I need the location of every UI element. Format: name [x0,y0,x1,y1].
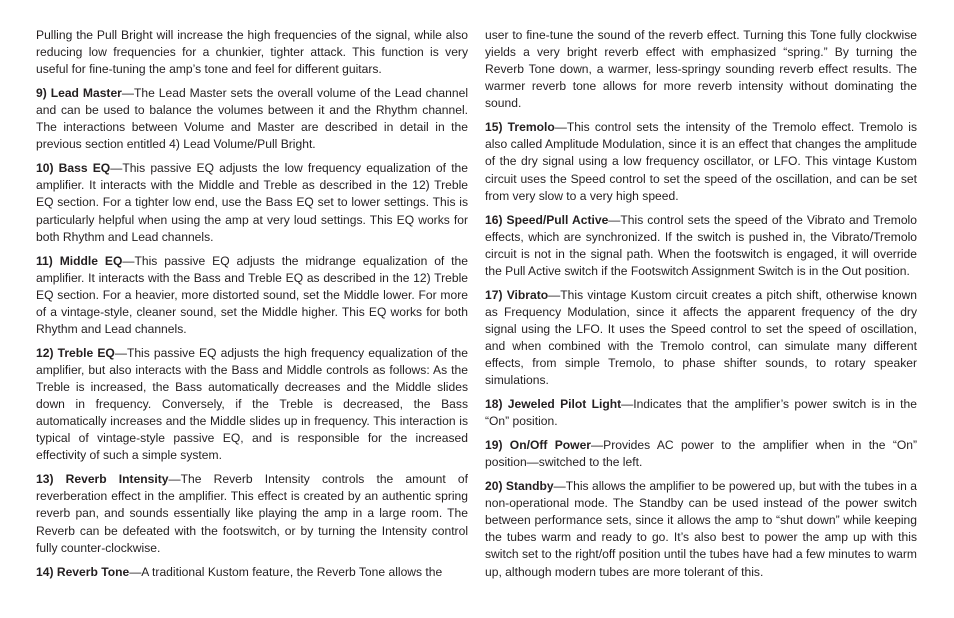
paragraph-vibrato [485,287,917,390]
paragraph-text: A traditional Kustom feature, the Reverb Tone allows the [141,564,443,579]
term-tremolo: 15) Tremolo [485,120,555,135]
paragraph-text: Indicates that the amplifier’s power switch is in the “On” position. [485,397,917,429]
em-dash [548,288,560,302]
term-speed-pull-active: 16) Speed/Pull Active [485,212,609,227]
left-column [36,27,468,587]
paragraph-text: user to fine-tune the sound of the reverb effect. Turning this Tone fully clockwise yields a very bright reverb effect with emphasized “spring.” By turning the Reverb Tone down, a warmer, less-springy sounding reverb effect results. The warmer reverb tone allows for more reverb intensity without dominating the sound. [485,28,917,111]
paragraph-text: This passive EQ adjusts the high frequency equalization of the amplifier, but also interacts with the Bass and Middle controls as follows: As the Treble is increased, the Bass automatically decreases and the Middle slides down in frequency. Conversely, if the Treble is decreased, the Bass automatically increases and the Middle slides up in frequency. This interaction is typical of vintage-style passive EQ, and is responsible for the increased effectivity of such a simple system. [36,345,468,463]
paragraph-text: This control sets the intensity of the Tremolo effect. Tremolo is also called Amplitude Modulation, since it is an effect that changes the amplitude of the dry signal using a low frequency oscillator, or LFO. This vintage Kustom circuit uses the Speed control to set the speed of the oscillation, and can be set from very slow to a very high speed. [485,120,917,203]
em-dash [129,565,141,579]
term-reverb-intensity: 13) Reverb Intensity [36,472,169,487]
paragraph-bass-eq [36,160,468,245]
em-dash [115,346,127,360]
paragraph-jeweled-pilot-light [485,396,917,430]
paragraph-reverb-intensity [36,471,468,556]
term-on-off-power: 19) On/Off Power [485,438,592,453]
term-vibrato: 17) Vibrato [485,287,549,302]
paragraph-lead-master [36,85,468,153]
paragraph-reverb-tone-continued [485,27,917,112]
paragraph-standby [485,478,917,581]
term-jeweled-pilot-light: 18) Jeweled Pilot Light [485,397,622,412]
paragraph-text: Pulling the Pull Bright will increase the high frequencies of the signal, while also reducing low frequencies for a chunkier, tighter attack. This function is very useful for fine-tuning the amp’s tone and feel for different guitars. [36,28,468,77]
paragraph-on-off-power [485,437,917,471]
em-dash [169,472,181,486]
paragraph-pull-bright-continued [36,27,468,78]
paragraph-text: This control sets the speed of the Vibrato and Tremolo effects, which are synchronized. If the switch is pushed in, the Vibrato/Tremolo circuit is not in the signal path. When the footswitch is engaged, it will override the Pull Active switch if the Footswitch Assignment Switch is in the Out position. [485,212,917,278]
paragraph-text: This passive EQ adjusts the midrange equalization of the amplifier. It interacts with the Bass and Treble EQ as described in the 12) Treble EQ section. For a heavier, more distorted sound, set the Middle lower. For more of a vintage-style, cleaner sound, set the Middle higher. This EQ works for both Rhythm and Lead channels. [36,253,468,336]
em-dash [110,161,122,175]
term-lead-master: 9) Lead Master [36,86,122,101]
right-column [485,27,917,587]
paragraph-reverb-tone [36,564,468,581]
term-bass-eq: 10) Bass EQ [36,161,111,176]
term-standby: 20) Standby [485,479,554,494]
paragraph-text: Provides AC power to the amplifier when in the “On” position—switched to the left. [485,438,918,470]
paragraph-treble-eq [36,345,468,465]
paragraph-text: This passive EQ adjusts the low frequency equalization of the amplifier. It interacts with the Middle and Treble as described in the 12) Treble EQ section. For a tighter low end, use the Bass EQ set to lower settings. This is particularly helpful when using the amp at very loud settings. This EQ works for both Rhythm and Lead channels. [36,161,469,244]
paragraph-speed-pull-active [485,212,917,280]
term-middle-eq: 11) Middle EQ [36,253,123,268]
em-dash [555,120,567,134]
paragraph-text: The Reverb Intensity controls the amount of reverberation effect in the amplifier. This effect is created by an authentic spring reverb pan, and sounds essentially like playing the amp in a large room. The Reverb can be defeated with the footswitch, or by turning the Intensity control fully counter-clockwise. [36,472,469,555]
paragraph-middle-eq [36,253,468,338]
em-dash [554,479,566,493]
em-dash [591,438,603,452]
paragraph-tremolo [485,119,917,204]
paragraph-text: The Lead Master sets the overall volume of the Lead channel and can be used to balance the volumes between it and the Rhythm channel. The interactions between Volume and Master are described in detail in the previous section entitled 4) Lead Volume/Pull Bright. [36,86,469,152]
paragraph-text: This vintage Kustom circuit creates a pitch shift, otherwise known as Frequency Modulation, since it affects the apparent frequency of the dry signal using the LFO. It uses the Speed control to set the speed of oscillation, and when combined with the Tremolo control, can simulate many different effects, from simple Tremolo, to phase shifter sounds, to rotary speaker simulations. [485,287,917,388]
em-dash [122,254,134,268]
term-reverb-tone: 14) Reverb Tone [36,564,130,579]
paragraph-text: This allows the amplifier to be powered up, but with the tubes in a non-operational mode. The Standby can be used instead of the power switch between performance sets, since it allows the amp to “shut down” while keeping the tubes warm and ready to go. It’s also best to power the amp up with this switch set to the right/off position until the tubes have had a few minutes to warm up, although modern tubes are more tolerant of this. [485,479,917,579]
em-dash [621,397,633,411]
term-treble-eq: 12) Treble EQ [36,345,115,360]
em-dash [608,213,620,227]
em-dash [122,86,134,100]
